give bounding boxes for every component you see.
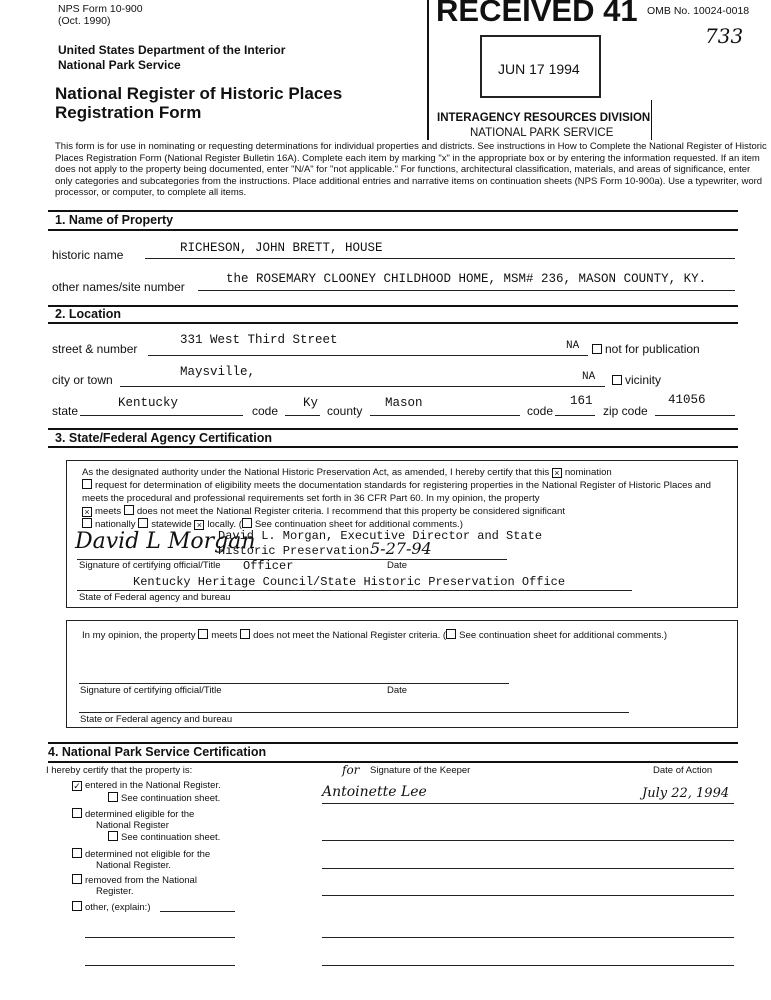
instructions: This form is for use in nominating or requesting determinations for individual properties and districts. See instructions in How to Complete the National Register of Historic Places Registration Form (National Register Bulletin 16A). Complete each item by marking "x" in the appropriate box or by entering the information requested. If an item does not apply to the property being documented, enter "N/A" for "not applicable." For functions, architectural classification, materials, and areas of significance, enter only categories and subcategories from the instructions. Place additional entries and narrative items on continuation sheets (NPS Form 10-900a). Use a typewriter, word processor, or computer, to complete all items. [55, 141, 767, 199]
state-code-field[interactable]: Ky [303, 396, 319, 410]
street-field[interactable]: 331 West Third Street [180, 333, 338, 347]
date-label-2: Date [387, 685, 408, 696]
certify-intro: I hereby certify that the property is: [46, 765, 193, 776]
underline [120, 386, 605, 387]
county-code-field[interactable]: 161 [570, 394, 593, 408]
cert-text: statewide [151, 519, 192, 531]
option-continuation-1[interactable] [108, 792, 220, 804]
agency-field: Kentucky Heritage Council/State Historic Preservation Office [133, 575, 566, 589]
signature-label-2: Signature of certifying official/Title [80, 685, 222, 696]
action-date: July 22, 1994 [642, 786, 730, 801]
option-removed[interactable] [72, 874, 197, 897]
cert-text: See continuation sheet for additional comments.) [254, 519, 463, 531]
divider [48, 229, 738, 231]
cert-text: As the designated authority under the National Historic Preservation Act, as amended, I hereby certify that this [82, 467, 550, 478]
option-label: entered in the National Register. [85, 780, 221, 791]
option-label: removed from the National [85, 875, 197, 886]
divider [48, 742, 738, 744]
divider [48, 428, 738, 430]
state-certification-box [66, 460, 738, 608]
divider [48, 322, 738, 324]
zip-label: zip code [603, 404, 648, 418]
official-name: David L. Morgan, Executive Director and State [218, 529, 543, 543]
received-stamp: RECEIVED 41 [436, 0, 638, 28]
nationally-checkbox[interactable] [82, 518, 92, 528]
street-na: NA [566, 340, 580, 352]
underline [322, 937, 734, 938]
meets-checkbox-2[interactable] [198, 629, 208, 639]
underline [79, 683, 509, 684]
keeper-signature: Antoinette Lee [322, 784, 427, 800]
section-1-title: 1. Name of Property [55, 213, 174, 227]
underline [148, 355, 588, 356]
meets-checkbox[interactable]: × [82, 507, 92, 517]
option-eligible[interactable] [72, 808, 194, 831]
city-label: city or town [52, 373, 113, 387]
cert-text: meets [95, 505, 122, 517]
checkbox[interactable] [72, 808, 82, 818]
date-label: Date [387, 560, 408, 571]
handwritten-number: 733 [705, 24, 744, 48]
underline [370, 415, 520, 416]
nomination-checkbox[interactable]: × [552, 468, 562, 478]
official-signature: David L Morgan [75, 529, 256, 554]
underline [322, 803, 734, 804]
checkbox[interactable] [592, 344, 602, 354]
checkbox[interactable] [108, 831, 118, 841]
signature-label: Signature of certifying official/Title [79, 560, 221, 571]
checkbox[interactable] [108, 792, 118, 802]
checkbox[interactable] [612, 375, 622, 385]
state-code-label: code [252, 404, 279, 418]
option-other[interactable] [72, 901, 150, 913]
agency-label-2: State or Federal agency and bureau [80, 714, 233, 725]
divider [48, 305, 738, 307]
keeper-label: Signature of the Keeper [370, 765, 471, 776]
vicinity-checkbox[interactable] [612, 373, 661, 387]
option-continuation-2[interactable] [108, 831, 220, 843]
other-names-field[interactable]: the ROSEMARY CLOONEY CHILDHOOD HOME, MSM# 236, MASON COUNTY, KY. [226, 272, 707, 286]
option-label: determined not eligible for the [85, 849, 211, 860]
checkbox[interactable] [72, 901, 82, 911]
divider [48, 210, 738, 212]
checkbox[interactable] [72, 874, 82, 884]
cert-text: locally. ( [207, 519, 242, 531]
request-checkbox[interactable] [82, 479, 92, 489]
vicinity-label: vicinity [625, 373, 662, 387]
city-na: NA [582, 371, 596, 383]
opinion-text-part: does not meet the National Register criteria. ( [253, 630, 447, 641]
cert-text: does not meet the National Register criteria. I recommend that this property be considered significant [136, 505, 566, 517]
underline [322, 895, 734, 896]
section-3-title: 3. State/Federal Agency Certification [55, 431, 272, 445]
state-field[interactable]: Kentucky [118, 396, 179, 410]
commenting-official-box [66, 620, 738, 728]
agency-label: State of Federal agency and bureau [79, 592, 231, 603]
form-subtitle: Registration Form [55, 103, 202, 122]
section-2-title: 2. Location [55, 307, 121, 321]
cert-text: nomination [564, 467, 612, 478]
entered-checkbox[interactable]: ✓ [73, 781, 81, 791]
stamp-service: NATIONAL PARK SERVICE [470, 127, 614, 139]
city-field[interactable]: Maysville, [180, 365, 256, 379]
cert-text: nationally [95, 519, 136, 531]
certification-date: 5-27-94 [370, 539, 432, 558]
keeper-prefix: for [342, 763, 360, 777]
stamp-date: JUN 17 1994 [498, 61, 580, 77]
does-not-meet-checkbox[interactable] [124, 505, 134, 515]
underline [80, 415, 243, 416]
underline [85, 965, 235, 966]
underline [79, 712, 629, 713]
locally-checkbox[interactable]: × [194, 520, 204, 530]
county-field[interactable]: Mason [385, 396, 423, 410]
not-for-publication-label: not for publication [605, 342, 700, 356]
underline [77, 590, 632, 591]
underline [160, 911, 235, 912]
cert-text: request for determination of eligibility meets the documentation standards for registering properties in the National Register of Historic Places and meets the procedural and professional requirements set forth in 36 CFR Part 60. In my opinion, the property [82, 480, 711, 504]
continuation-checkbox-2[interactable] [446, 629, 456, 639]
option-label: Register. [96, 886, 134, 897]
underline [198, 290, 735, 291]
underline [145, 258, 735, 259]
form-number: NPS Form 10-900 [58, 3, 143, 15]
opinion-text-part: In my opinion, the property [82, 630, 196, 641]
option-not-eligible[interactable] [72, 848, 210, 871]
divider [48, 761, 738, 763]
underline [555, 415, 595, 416]
stamp-border [651, 100, 652, 140]
stamp-division: INTERAGENCY RESOURCES DIVISION [437, 112, 651, 124]
underline [322, 965, 734, 966]
continuation-checkbox[interactable] [242, 518, 252, 528]
county-label: county [327, 404, 363, 418]
date-of-action-label: Date of Action [653, 765, 713, 776]
section-4-title: 4. National Park Service Certification [48, 745, 267, 759]
official-title: Historic Preservation [218, 544, 370, 558]
underline [322, 840, 734, 841]
omb-number: OMB No. 10024-0018 [647, 5, 750, 17]
stamp-border [427, 0, 429, 140]
opinion-text-part: meets [211, 630, 238, 641]
official-title-cont: Officer [243, 559, 294, 573]
opinion-text-part: See continuation sheet for additional comments.) [459, 630, 668, 641]
underline [85, 937, 235, 938]
underline [285, 415, 320, 416]
certification-text [82, 467, 732, 531]
agency: National Park Service [58, 58, 181, 72]
zip-field[interactable]: 41056 [668, 393, 706, 407]
divider [48, 446, 738, 448]
stamp-date-box [480, 35, 601, 98]
opinion-text [82, 629, 682, 642]
form-title: National Register of Historic Places [55, 84, 343, 103]
state-label: state [52, 404, 79, 418]
underline [655, 415, 735, 416]
option-label: National Register. [96, 860, 171, 871]
street-label: street & number [52, 342, 138, 356]
option-label: determined eligible for the [85, 809, 195, 820]
form-date: (Oct. 1990) [58, 15, 111, 27]
checkbox[interactable] [72, 848, 82, 858]
option-label: other, (explain:) [85, 902, 151, 913]
statewide-checkbox[interactable] [138, 518, 148, 528]
option-label: See continuation sheet. [121, 793, 221, 804]
option-label: See continuation sheet. [121, 832, 221, 843]
option-entered[interactable] [72, 780, 221, 791]
other-names-label: other names/site number [52, 280, 185, 294]
historic-name-field[interactable]: RICHESON, JOHN BRETT, HOUSE [180, 241, 383, 255]
historic-name-label: historic name [52, 248, 124, 262]
county-code-label: code [527, 404, 554, 418]
underline [322, 868, 734, 869]
not-for-publication-checkbox[interactable] [592, 342, 700, 356]
does-not-meet-checkbox-2[interactable] [240, 629, 250, 639]
department: United States Department of the Interior [58, 43, 286, 57]
option-label: National Register [96, 820, 169, 831]
